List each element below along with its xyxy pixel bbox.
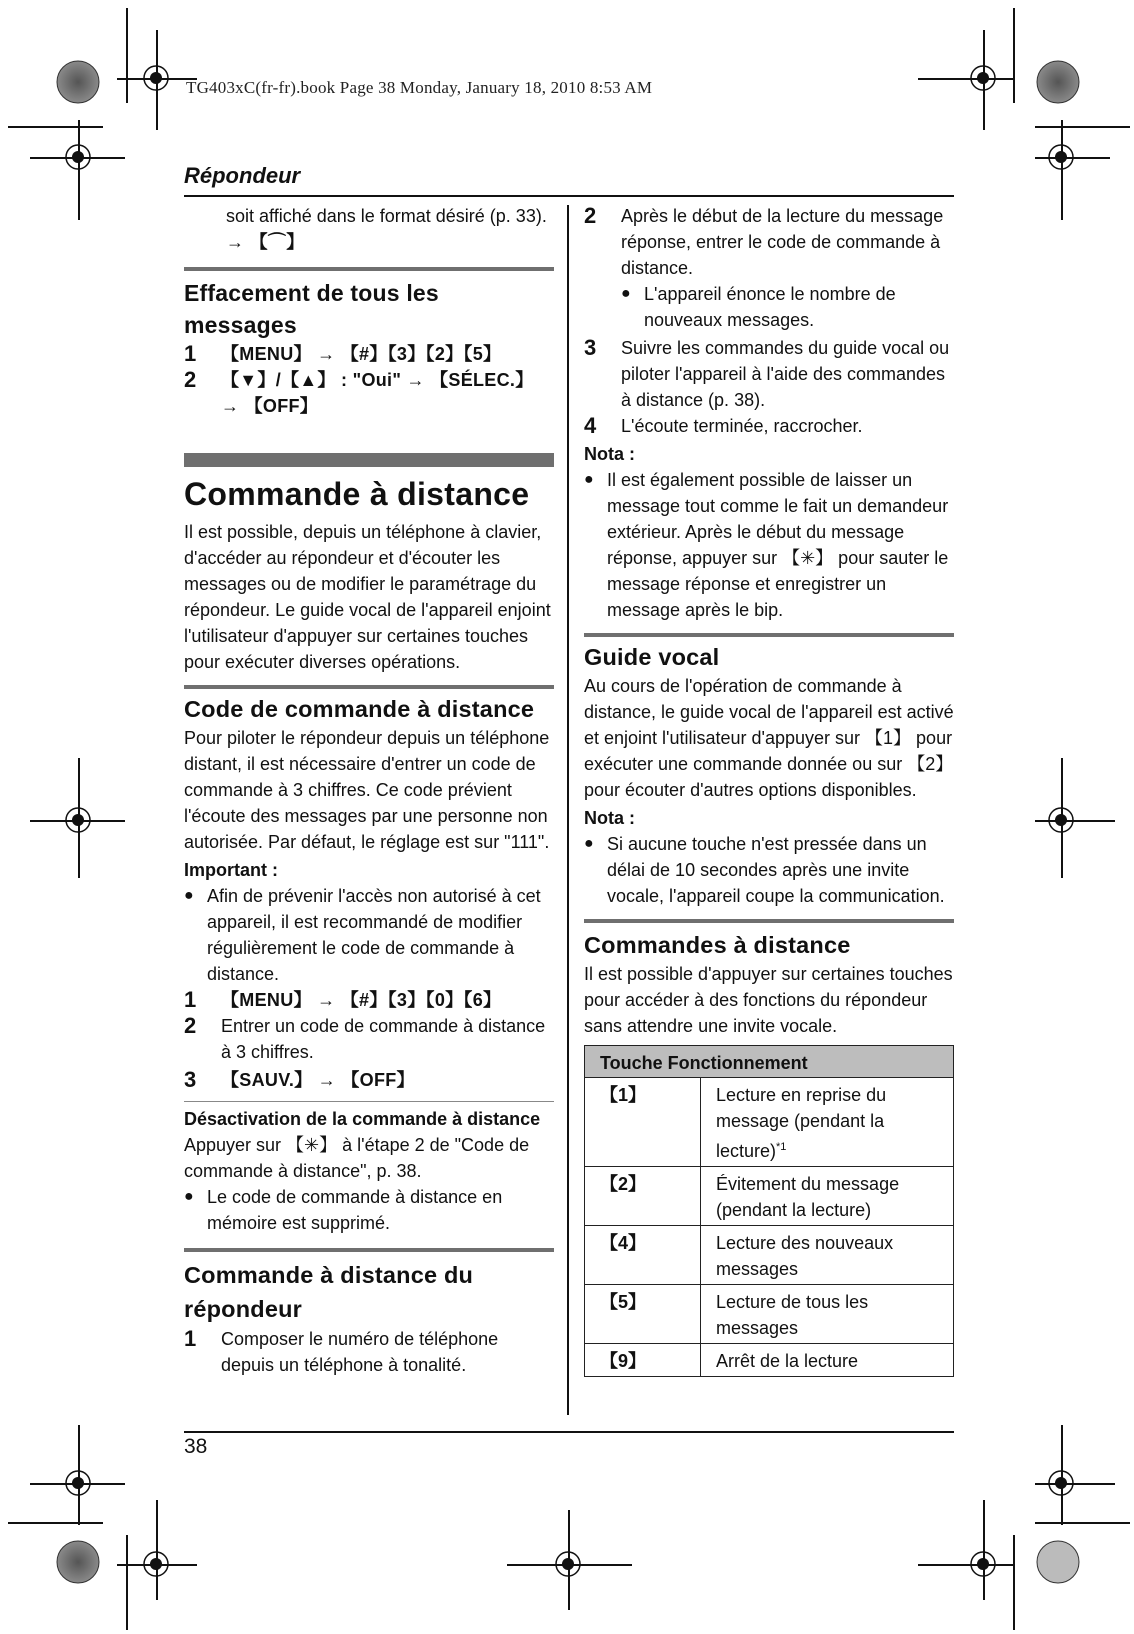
code-step: 1 【MENU】 → 【#】【3】【0】【6】 (184, 987, 502, 1012)
table-func: Arrêt de la lecture (701, 1344, 954, 1377)
table-key: 【4】 (585, 1226, 701, 1285)
right-step: 3 Suivre les commandes du guide vocal ou piloter l'appareil à l'aide des commandes à distance (p. 38). (584, 335, 950, 410)
table-key: 【2】 (585, 1167, 701, 1226)
table-row (585, 1344, 954, 1377)
nota-label: Nota : (584, 444, 635, 464)
table-func: Lecture des nouveaux messages (701, 1226, 954, 1285)
deact-bullet: ● Le code de commande à distance en mémoire est supprimé. (184, 1187, 503, 1233)
right-step: 4 L'écoute terminée, raccrocher. (584, 413, 863, 438)
important-bullet: ● Afin de prévenir l'accès non autorisé à cet appareil, il est recommandé de modifier régulièrement le code de commande à distance. (184, 886, 541, 984)
table-key: 【9】 (585, 1344, 701, 1377)
right-column (584, 203, 954, 1377)
erase-title: Effacement de tous les messages (184, 280, 439, 338)
section-bar (184, 685, 554, 689)
section-bar (184, 267, 554, 271)
nota-bullet: ● Si aucune touche n'est pressée dans un délai de 10 secondes après une invite vocale, l'appareil coupe la communication. (584, 834, 945, 906)
left-column (184, 203, 554, 1378)
commands-table (584, 1045, 954, 1377)
table-func: Lecture de tous les messages (701, 1285, 954, 1344)
guide-title: Guide vocal (584, 644, 720, 670)
table-key: 【1】 (585, 1078, 701, 1167)
important-label: Important : (184, 860, 278, 880)
code-text: Pour piloter le répondeur depuis un téléphone distant, il est nécessaire d'entrer un code de commande à 3 chiffres. Ce code prévient l'écoute des messages par une personne non autorisée. Par défaut, le réglage est sur "111". (184, 728, 550, 852)
table-row (585, 1167, 954, 1226)
footer-rule (184, 1431, 954, 1433)
cmds-title: Commandes à distance (584, 932, 851, 958)
deact-title: Désactivation de la commande à distance (184, 1109, 541, 1129)
table-row (585, 1285, 954, 1344)
code-step: 3 【SAUV.】 → 【OFF】 (184, 1067, 415, 1092)
remote-rep-step: 1 Composer le numéro de téléphone depuis un téléphone à tonalité. (184, 1326, 499, 1375)
code-step: 2 Entrer un code de commande à distance à 3 chiffres. (184, 1013, 546, 1062)
remote-rep-title: Commande à distance du répondeur (184, 1262, 474, 1322)
erase-step: 2 【▼】/【▲】 : "Oui" → 【SÉLEC.】 → 【OFF】 (184, 367, 534, 416)
section-bar (584, 633, 954, 637)
nota-bullet: ● Il est également possible de laisser un message tout comme le fait un demandeur extérieur. Après le début du message réponse, appuyer sur 【✳】 pour sauter le message réponse et enregistrer un message après le bip. (584, 470, 949, 620)
right-step: 2 Après le début de la lecture du message réponse, entrer le code de commande à distance. (584, 203, 944, 278)
erase-step: 1 【MENU】 → 【#】【3】【2】【5】 (184, 341, 502, 366)
cmds-text: Il est possible d'appuyer sur certaines touches pour accéder à des fonctions du répondeur sans attendre une invite vocale. (584, 964, 953, 1036)
guide-text: Au cours de l'opération de commande à distance, le guide vocal de l'appareil est activé et enjoint l'utilisateur d'appuyer sur 【1】 pour exécuter une commande donnée ou sur 【2】 pour écouter d'autres options disponibles. (584, 676, 954, 800)
column-divider (567, 205, 569, 1415)
deact-text: Appuyer sur 【✳】 à l'étape 2 de "Code de commande à distance", p. 38. (184, 1135, 530, 1181)
thin-rule (184, 1101, 554, 1102)
section-bar (584, 919, 954, 923)
code-title: Code de commande à distance (184, 696, 535, 722)
page-number: 38 (184, 1435, 208, 1458)
footnote-mark: *1 (776, 1141, 787, 1153)
remote-title: Commande à distance (184, 476, 530, 512)
continued-text: soit affiché dans le format désiré (p. 33). (226, 206, 547, 226)
section-bar-thick (184, 453, 554, 467)
table-row (585, 1226, 954, 1285)
table-header: Touche Fonctionnement (585, 1046, 954, 1078)
table-func: Évitement du message (pendant la lecture) (701, 1167, 954, 1226)
book-header: TG403xC(fr-fr).book Page 38 Monday, January 18, 2010 8:53 AM (186, 78, 653, 97)
header-rule (184, 195, 954, 197)
running-head: Répondeur (184, 163, 301, 188)
table-row (585, 1078, 954, 1167)
table-header-row (585, 1046, 954, 1078)
right-step-bullet: ● L'appareil énonce le nombre de nouveaux messages. (621, 284, 896, 330)
continued-arrow: → 【⌒】 (226, 232, 305, 252)
nota-label: Nota : (584, 808, 635, 828)
section-bar (184, 1248, 554, 1252)
remote-intro: Il est possible, depuis un téléphone à clavier, d'accéder au répondeur et d'écouter les messages ou de modifier le paramétrage du répondeur. Le guide vocal de l'appareil enjoint l'utilisateur d'appuyer sur certaines touches pour exécuter diverses opérations. (184, 522, 551, 672)
table-func: Lecture en reprise du message (pendant la lecture)$^{*1}$ (701, 1078, 954, 1167)
table-key: 【5】 (585, 1285, 701, 1344)
